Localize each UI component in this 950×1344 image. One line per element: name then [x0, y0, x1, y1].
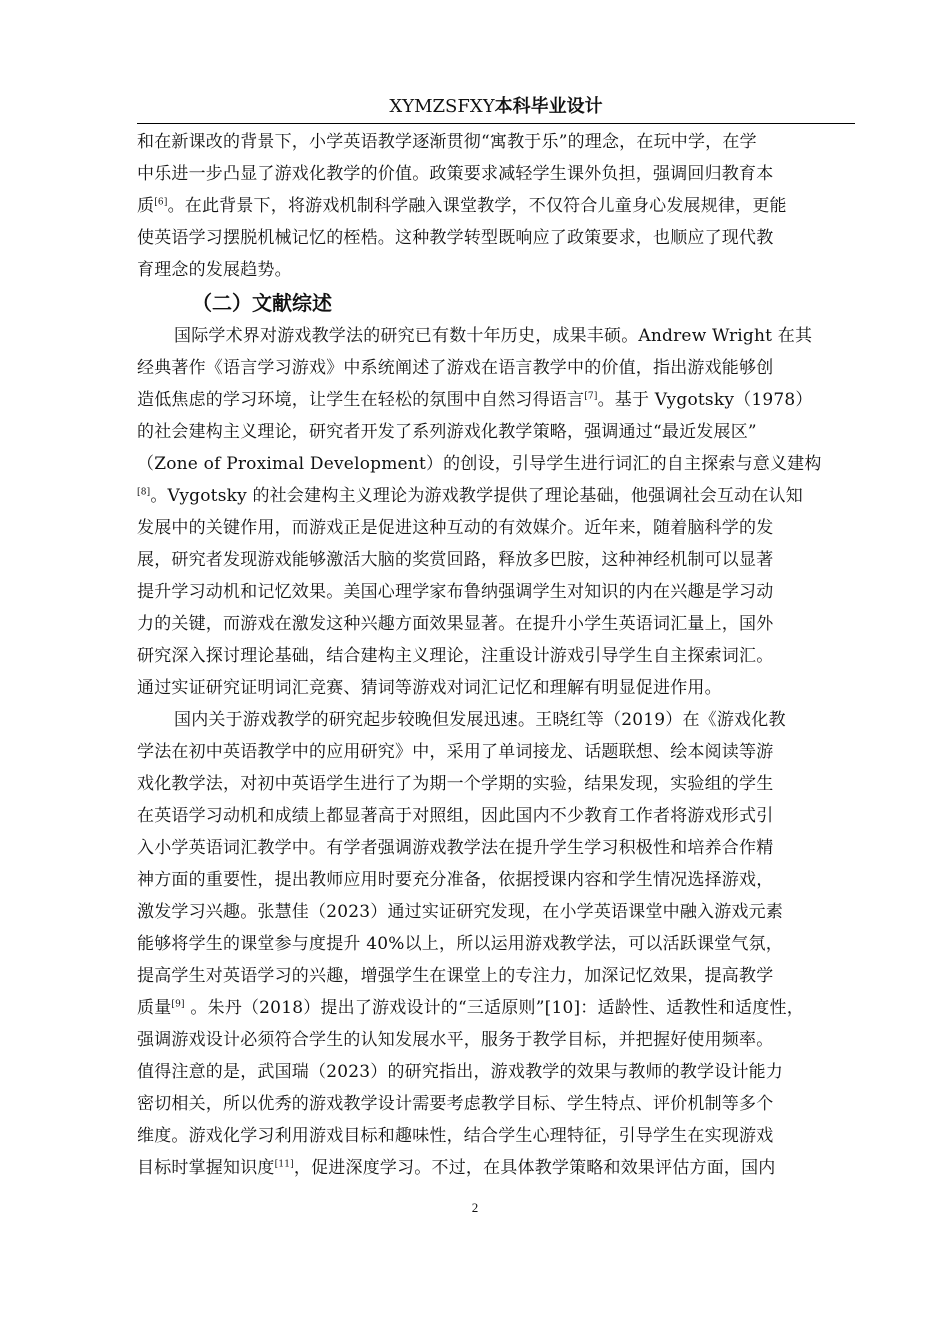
text-line	[137, 416, 855, 448]
citation-superscript: [7]	[584, 391, 598, 402]
text-line	[137, 576, 855, 608]
header-code: XYMZSFXY	[389, 96, 495, 117]
text-line	[137, 672, 855, 704]
text-line	[137, 320, 855, 352]
line-text: 值得注意的是，武国瑞（2023）的研究指出，游戏教学的效果与教师的教学设计能力	[137, 1062, 784, 1082]
line-text: 激发学习兴趣。张慧佳（2023）通过实证研究发现，在小学英语课堂中融入游戏元素	[137, 902, 784, 922]
line-text: 经典著作《语言学习游戏》中系统阐述了游戏在语言教学中的价值，指出游戏能够创	[137, 358, 774, 378]
line-text: 戏化教学法，对初中英语学生进行了为期一个学期的实验，结果发现，实验组的学生	[137, 774, 774, 794]
text-line	[137, 384, 855, 416]
page-header	[137, 92, 855, 122]
text-line	[137, 864, 855, 896]
paragraph-domestic-research	[137, 704, 855, 1184]
citation-superscript: [9]	[171, 999, 185, 1010]
line-text: 研究深入探讨理论基础，结合建构主义理论，注重设计游戏引导学生自主探索词汇。	[137, 646, 774, 666]
line-text: 力的关键，而游戏在激发这种兴趣方面效果显著。在提升小学生英语词汇量上，国外	[137, 614, 774, 634]
line-text: 通过实证研究证明词汇竞赛、猜词等游戏对词汇记忆和理解有明显促进作用。	[137, 678, 722, 698]
line-text: 能够将学生的课堂参与度提升 40%以上，所以运用游戏教学法，可以活跃课堂气氛，	[137, 934, 783, 954]
text-line	[137, 1056, 855, 1088]
text-line	[137, 126, 855, 158]
text-line	[137, 1088, 855, 1120]
line-text-continued: 。基于 Vygotsky（1978）	[597, 390, 813, 410]
line-text: 中乐进一步凸显了游戏化教学的价值。政策要求减轻学生课外负担，强调回归教育本	[137, 164, 774, 184]
text-line	[137, 352, 855, 384]
text-line	[137, 960, 855, 992]
line-text-continued: 。Vygotsky 的社会建构主义理论为游戏教学提供了理论基础，他强调社会互动在认知	[150, 486, 803, 506]
line-text: （Zone of Proximal Development）的创设，引导学生进行词汇的自主探索与意义建构	[137, 454, 822, 474]
text-line	[137, 1152, 855, 1184]
line-text: 造低焦虑的学习环境，让学生在轻松的氛围中自然习得语言	[137, 390, 585, 410]
text-line	[137, 992, 855, 1024]
text-line	[137, 640, 855, 672]
line-text: 强调游戏设计必须符合学生的认知发展水平，服务于教学目标，并把握好使用频率。	[137, 1030, 774, 1050]
paragraph-background	[137, 126, 855, 286]
line-text: 维度。游戏化学习利用游戏目标和趣味性，结合学生心理特征，引导学生在实现游戏	[137, 1126, 774, 1146]
line-text: 入小学英语词汇教学中。有学者强调游戏教学法在提升学生学习积极性和培养合作精	[137, 838, 774, 858]
section-heading: （二）文献综述	[192, 291, 332, 315]
text-line	[137, 544, 855, 576]
line-text: 国际学术界对游戏教学法的研究已有数十年历史，成果丰硕。Andrew Wright 在其	[174, 326, 813, 346]
line-text-continued: 。在此背景下，将游戏机制科学融入课堂教学，不仅符合儿童身心发展规律，更能	[167, 196, 787, 216]
citation-superscript: [11]	[274, 1159, 294, 1170]
line-text: 提升学习动机和记忆效果。美国心理学家布鲁纳强调学生对知识的内在兴趣是学习动	[137, 582, 774, 602]
line-text: 和在新课改的背景下，小学英语教学逐渐贯彻“寓教于乐”的理念，在玩中学，在学	[137, 132, 757, 152]
line-text-continued: ，促进深度学习。不过，在具体教学策略和效果评估方面，国内	[293, 1158, 776, 1178]
text-line	[137, 704, 855, 736]
line-text: 学法在初中英语教学中的应用研究》中，采用了单词接龙、话题联想、绘本阅读等游	[137, 742, 774, 762]
line-text: 育理念的发展趋势。	[137, 260, 292, 280]
text-line	[137, 512, 855, 544]
paragraph-international-research	[137, 320, 855, 704]
text-line	[137, 448, 855, 480]
text-line	[137, 800, 855, 832]
line-text: 密切相关，所以优秀的游戏教学设计需要考虑教学目标、学生特点、评价机制等多个	[137, 1094, 774, 1114]
line-text: 质量	[137, 998, 172, 1018]
text-line	[137, 832, 855, 864]
line-text: 神方面的重要性，提出教师应用时要充分准备，依据授课内容和学生情况选择游戏，	[137, 870, 774, 890]
text-line	[137, 158, 855, 190]
text-line	[137, 190, 855, 222]
header-rule	[137, 123, 855, 124]
line-text-continued: 。朱丹（2018）提出了游戏设计的“三适原则”[10]：适龄性、适教性和适度性，	[184, 998, 804, 1018]
text-line	[137, 896, 855, 928]
line-text: 展，研究者发现游戏能够激活大脑的奖赏回路，释放多巴胺，这种神经机制可以显著	[137, 550, 774, 570]
line-text: 国内关于游戏教学的研究起步较晚但发展迅速。王晓红等（2019）在《游戏化教	[174, 710, 786, 730]
line-text: 使英语学习摆脱机械记忆的桎梏。这种教学转型既响应了政策要求，也顺应了现代教	[137, 228, 774, 248]
text-line	[137, 254, 855, 286]
citation-superscript: [6]	[154, 197, 168, 208]
text-line	[137, 736, 855, 768]
text-line	[137, 1120, 855, 1152]
header-title: 本科毕业设计	[494, 96, 603, 117]
line-text: 发展中的关键作用，而游戏正是促进这种互动的有效媒介。近年来，随着脑科学的发	[137, 518, 774, 538]
line-text: 质	[137, 196, 155, 216]
text-line	[137, 768, 855, 800]
text-line	[137, 480, 855, 512]
text-line	[137, 928, 855, 960]
text-line	[137, 608, 855, 640]
text-line	[137, 222, 855, 254]
page-number: 2	[471, 1200, 479, 1215]
document-body	[137, 126, 855, 1184]
line-text: 在英语学习动机和成绩上都显著高于对照组，因此国内不少教育工作者将游戏形式引	[137, 806, 774, 826]
line-text: 目标时掌握知识度	[137, 1158, 275, 1178]
line-text: 提高学生对英语学习的兴趣，增强学生在课堂上的专注力，加深记忆效果，提高教学	[137, 966, 774, 986]
line-text: 的社会建构主义理论，研究者开发了系列游戏化教学策略，强调通过“最近发展区”	[137, 422, 757, 442]
citation-superscript: [8]	[137, 487, 151, 498]
text-line	[137, 1024, 855, 1056]
